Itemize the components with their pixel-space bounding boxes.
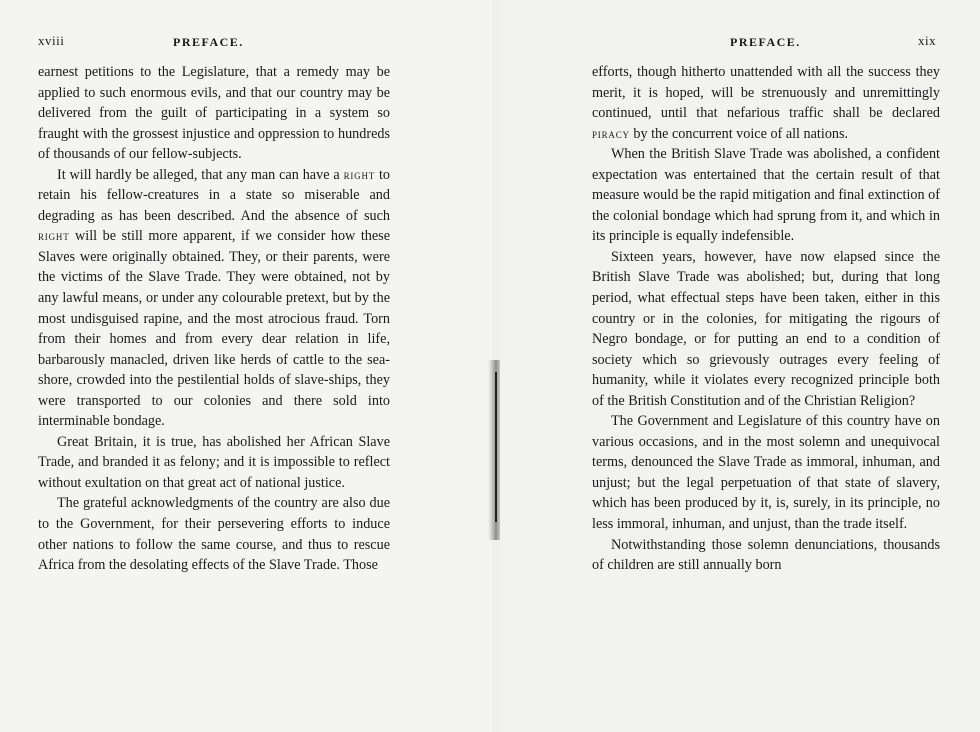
- small-caps-term: piracy: [592, 125, 630, 141]
- paragraph: [38, 62, 390, 165]
- text-run: When the British Slave Trade was abolished, a confident expectation was entertained that the certain result of that measure would be the rapid mitigation and final extinction of the colonial bondage which had sprung from it, and which in its principle is equally indefensible.: [592, 146, 940, 245]
- text-run: Great Britain, it is true, has abolished her African Slave Trade, and branded it as felony; and it is impossible to reflect without exultation on that great act of national justice.: [38, 433, 390, 491]
- text-run: by the concurrent voice of all nations.: [629, 125, 849, 142]
- text-run: will be still more apparent, if we consider how these Slaves were originally obtained. They, or their parents, were the victims of the Slave Trade. They were obtained, not by any lawful means, or under any colourable pretext, but by the most undisguised rapine, and the most atrocious fraud. Torn from their homes and from every dear relation in life, barbarously manacled, driven like herds of cattle to the sea-shore, crowded into the pestilential holds of slave-ships, they were transported to our colonies and there sold into interminable bondage.: [38, 228, 390, 430]
- running-head-left: PREFACE.: [173, 35, 244, 49]
- paragraph: [38, 432, 390, 494]
- paragraph: [592, 62, 940, 144]
- text-run: It will hardly be alleged, that any man can have a: [57, 166, 344, 183]
- page-number-left: xviii: [38, 33, 65, 48]
- text-run: efforts, though hitherto unattended with all the success they merit, it is hoped, will be strenuously and unremittingly continued, until that nefarious traffic shall be declared: [592, 64, 940, 122]
- small-caps-term: right: [38, 228, 70, 244]
- small-caps-term: right: [343, 166, 376, 182]
- paragraph: [592, 411, 940, 534]
- book-gutter-line: [495, 372, 497, 522]
- page-number-right: xix: [918, 33, 937, 48]
- body-text-left: [38, 62, 390, 576]
- paragraph: [592, 535, 940, 576]
- text-run: Sixteen years, however, have now elapsed since the British Slave Trade was abolished; but, during that long period, what effectual steps have been taken, either in this country or in the colonies, for mitigating the rigours of Negro bondage, or for putting an end to a condition of society which so grievously outrages every feeling of humanity, while it violates every recognized principle both of the British Constitution and of the Christian Religion?: [592, 248, 940, 409]
- paragraph: [38, 493, 390, 575]
- right-page: [500, 0, 980, 732]
- text-run: earnest petitions to the Legislature, that a remedy may be applied to such enormous evils, and that our country may be delivered from the guilt of participating in a system so fraught with the grossest injustice and oppression to hundreds of thousands of our fellow-subjects.: [38, 64, 390, 163]
- paragraph: [38, 165, 390, 432]
- body-text-right: [592, 62, 940, 576]
- text-run: The grateful acknowledgments of the country are also due to the Government, for their persevering efforts to induce other nations to follow the same course, and thus to rescue Africa from the desolating effects of the Slave Trade. Those: [38, 495, 390, 574]
- paragraph: [592, 247, 940, 411]
- text-run: Notwithstanding those solemn denunciations, thousands of children are still annually born: [592, 536, 940, 574]
- paragraph: [592, 144, 940, 247]
- text-run: to retain his fellow-creatures in a state so miserable and degrading as has been described. And the absence of such: [38, 166, 390, 224]
- text-run: The Government and Legislature of this country have on various occasions, and in the most solemn and unequivocal terms, denounced the Slave Trade as immoral, inhuman, and unjust; but the legal perpetuation of that state of slavery, which has been produced by it, is, surely, in its principle, no less immoral, inhuman, and unjust, than the trade itself.: [592, 413, 940, 533]
- running-head-right: PREFACE.: [730, 35, 801, 49]
